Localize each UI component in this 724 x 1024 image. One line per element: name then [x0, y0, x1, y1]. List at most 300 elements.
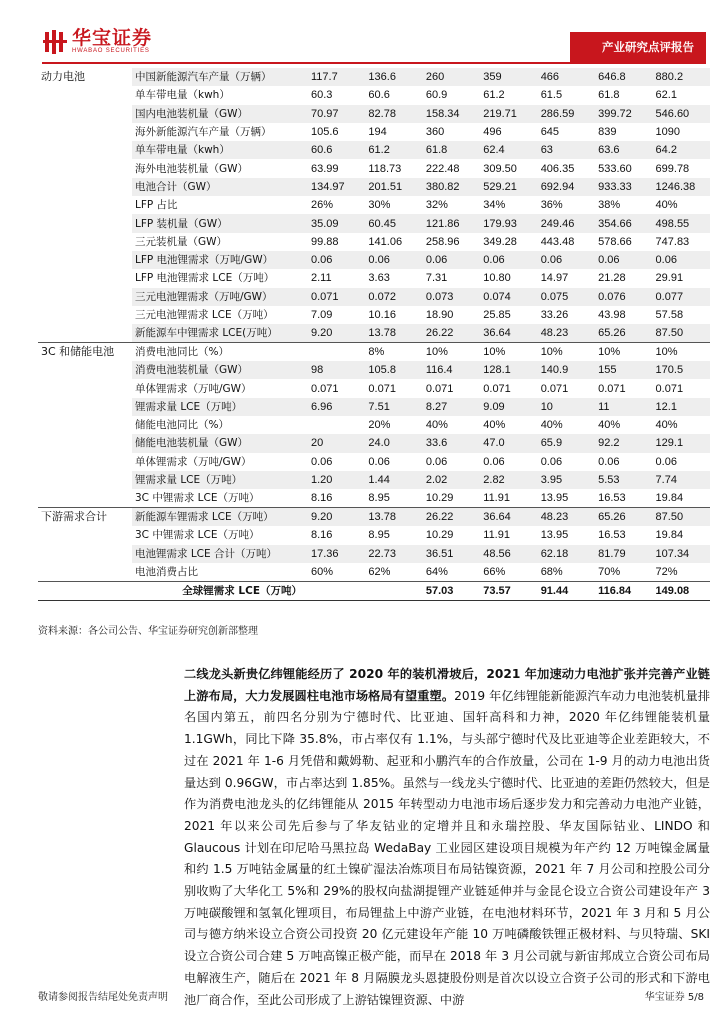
- table-cell: 19.84: [655, 492, 684, 505]
- table-cell: 13.78: [365, 508, 422, 527]
- row-indicator: LFP 占比: [135, 199, 178, 212]
- table-cell: 64%: [425, 565, 448, 578]
- table-cell: 70%: [598, 565, 621, 578]
- row-indicator: 海外电池装机量（GW）: [135, 162, 249, 175]
- table-cell: 354.66: [598, 217, 632, 230]
- table-cell: 0.071: [540, 382, 569, 395]
- table-cell: 62.18: [540, 547, 569, 560]
- table-cell: 10%: [423, 343, 480, 362]
- table-cell: 117.7: [311, 71, 338, 84]
- table-cell: 99.88: [311, 235, 339, 248]
- table-row: [38, 251, 710, 269]
- row-indicator: LFP 电池锂需求 LCE（万吨）: [135, 272, 275, 285]
- row-indicator: 电池合计（GW）: [135, 180, 217, 193]
- header-divider: [42, 62, 706, 64]
- table-cell: 65.26: [598, 327, 626, 340]
- table-cell: 62%: [368, 565, 391, 578]
- table-cell: 129.1: [655, 437, 684, 450]
- row-indicator: 三元装机量（GW）: [135, 235, 228, 248]
- table-cell: 7.31: [425, 272, 448, 285]
- table-cell: 62.4: [483, 144, 505, 157]
- table-cell: 10.29: [425, 492, 454, 505]
- table-row: [38, 508, 710, 527]
- row-category: 3C 和储能电池: [38, 343, 132, 362]
- table-cell: 578.66: [598, 235, 632, 248]
- table-cell: 699.78: [655, 162, 690, 175]
- total-label: 全球锂需求 LCE（万吨）: [38, 581, 308, 600]
- table-cell: 9.20: [308, 508, 365, 527]
- row-indicator: 国内电池装机量（GW）: [135, 107, 249, 120]
- table-cell: 26.22: [425, 327, 454, 340]
- table-cell: 222.48: [425, 162, 460, 175]
- table-cell: 0.071: [598, 382, 626, 395]
- table-cell: 0.06: [425, 455, 448, 468]
- table-cell: 68%: [540, 565, 563, 578]
- table-row: [38, 288, 710, 306]
- table-cell: 258.96: [425, 235, 460, 248]
- row-category: [38, 306, 132, 324]
- row-category: [38, 379, 132, 397]
- table-cell: 839: [598, 126, 617, 139]
- table-cell: 8.16: [311, 492, 333, 505]
- table-cell: 0.074: [483, 290, 511, 303]
- footer-page-number: 华宝证券 5/8: [644, 992, 704, 1003]
- row-category: [38, 563, 132, 582]
- row-indicator: 储能电池装机量（GW）: [135, 437, 249, 450]
- table-cell: 399.72: [598, 107, 632, 120]
- table-cell: 92.2: [598, 437, 620, 450]
- table-cell: 16.53: [598, 492, 626, 505]
- table-cell: 64.2: [655, 144, 677, 157]
- logo-name-cn: 华宝证券: [72, 27, 153, 49]
- table-cell: 0.06: [483, 455, 505, 468]
- table-cell: 26%: [311, 199, 334, 212]
- table-cell: 443.48: [540, 235, 575, 248]
- table-cell: 11: [598, 400, 610, 413]
- table-cell: 18.90: [425, 309, 454, 321]
- table-cell: 0.06: [368, 455, 390, 468]
- table-cell: 194: [368, 126, 387, 139]
- table-cell: 19.84: [655, 529, 684, 542]
- table-cell: 48.23: [538, 508, 595, 527]
- row-category: [38, 434, 132, 452]
- table-cell: 48.56: [483, 547, 511, 560]
- table-row: [38, 105, 710, 123]
- table-cell: 260: [425, 71, 445, 84]
- table-cell: 40%: [598, 419, 621, 432]
- table-cell: 13.78: [368, 327, 396, 340]
- table-cell: 1.44: [368, 474, 390, 487]
- table-cell: 2.82: [483, 474, 505, 487]
- table-cell: 747.83: [655, 235, 690, 248]
- table-cell: 179.93: [483, 217, 517, 230]
- table-row: [38, 196, 710, 214]
- footer-disclaimer: 敬请参阅报告结尾处免责声明: [38, 992, 168, 1003]
- table-row: [38, 324, 710, 343]
- table-cell: 0.072: [368, 290, 396, 303]
- table-total-row: [38, 581, 710, 600]
- table-cell: 6.96: [311, 400, 333, 413]
- total-cell: [308, 581, 365, 600]
- table-cell: 61.8: [425, 144, 448, 157]
- row-category: [38, 545, 132, 563]
- table-cell: 645: [540, 126, 560, 139]
- row-indicator: 海外新能源汽车产量（万辆）: [135, 126, 272, 139]
- table-cell: 134.97: [311, 180, 345, 193]
- table-cell: 29.91: [655, 272, 684, 285]
- table-cell: 57.58: [655, 309, 684, 321]
- table-cell: 30%: [368, 199, 391, 212]
- table-cell: 170.5: [655, 364, 684, 377]
- table-cell: 40%: [655, 419, 678, 432]
- table-cell: 13.95: [540, 492, 569, 505]
- table-cell: 8.27: [425, 400, 448, 413]
- table-cell: 35.09: [311, 217, 339, 230]
- table-cell: 60.6: [311, 144, 333, 157]
- row-category: [38, 214, 132, 232]
- table-cell: 0.06: [598, 455, 620, 468]
- table-cell: 60.9: [425, 89, 448, 102]
- row-category: [38, 489, 132, 508]
- table-cell: 61.2: [368, 144, 390, 157]
- table-cell: 10%: [538, 343, 595, 362]
- logo-name-en: HWABAO SECURITIES: [72, 48, 150, 54]
- table-cell: 21.28: [598, 272, 626, 285]
- table-cell: 0.06: [655, 455, 677, 468]
- table-cell: 116.4: [425, 364, 453, 377]
- paragraph-lead: 二线龙头新贵亿纬锂能经历了 2020 年的装机滑坡后，2021 年加速动力电池扩张并完善产业链上游布局，大力发展圆柱电池市场格局有望重塑。: [184, 667, 710, 703]
- table-row: [38, 68, 710, 86]
- table-cell: 11.91: [483, 529, 510, 542]
- row-indicator: 3C 中锂需求 LCE（万吨）: [135, 529, 260, 542]
- table-cell: 1246.38: [655, 180, 696, 193]
- table-cell: 8.95: [368, 492, 390, 505]
- table-cell: 128.1: [483, 364, 511, 377]
- table-cell: 10.80: [483, 272, 511, 285]
- table-row: [38, 343, 710, 362]
- table-cell: 0.06: [425, 254, 448, 267]
- table-cell: 10%: [595, 343, 652, 362]
- table-cell: 0.06: [655, 254, 677, 267]
- table-cell: 60.6: [368, 89, 390, 102]
- table-cell: 201.51: [368, 180, 403, 193]
- table-cell: 98: [311, 364, 324, 377]
- row-category: [38, 526, 132, 544]
- table-cell: 533.60: [598, 162, 632, 175]
- table-cell: 546.60: [655, 107, 690, 120]
- table-cell: 22.73: [368, 547, 396, 560]
- table-cell: 406.35: [540, 162, 575, 175]
- total-cell: 73.57: [480, 581, 537, 600]
- row-category: [38, 251, 132, 269]
- row-category: [38, 471, 132, 489]
- table-row: [38, 178, 710, 196]
- table-cell: 10%: [653, 343, 710, 362]
- table-cell: 60%: [311, 565, 334, 578]
- table-cell: 72%: [655, 565, 678, 578]
- table-cell: 40%: [655, 199, 678, 212]
- table-cell: 10.16: [368, 309, 396, 321]
- table-row: [38, 398, 710, 416]
- table-cell: 880.2: [655, 71, 684, 84]
- table-cell: 0.073: [425, 290, 454, 303]
- table-cell: 48.23: [540, 327, 569, 340]
- total-cell: 149.08: [653, 581, 710, 600]
- table-cell: 7.74: [655, 474, 677, 487]
- table-cell: 10%: [480, 343, 537, 362]
- row-category: [38, 288, 132, 306]
- table-cell: 105.8: [368, 364, 396, 377]
- table-cell: 0.06: [311, 254, 333, 267]
- table-cell: 17.36: [311, 547, 339, 560]
- table-cell: 14.97: [540, 272, 569, 285]
- table-cell: 0.071: [483, 382, 511, 395]
- table-cell: 0.071: [311, 382, 339, 395]
- row-indicator: 电池锂需求 LCE 合计（万吨）: [135, 547, 277, 560]
- row-indicator: 电池消费占比: [135, 565, 198, 578]
- report-type-label: 产业研究点评报告: [602, 40, 694, 54]
- table-cell: 36.64: [483, 327, 511, 340]
- table-cell: 24.0: [368, 437, 390, 450]
- table-cell: 63.6: [598, 144, 620, 157]
- total-cell: 91.44: [538, 581, 595, 600]
- row-category: [38, 105, 132, 123]
- table-row: [38, 159, 710, 177]
- row-category: [38, 233, 132, 251]
- table-cell: 25.85: [483, 309, 511, 321]
- table-cell: 81.79: [598, 547, 626, 560]
- table-cell: 36%: [540, 199, 563, 212]
- table-cell: 61.2: [483, 89, 505, 102]
- table-cell: 466: [540, 71, 560, 84]
- table-cell: 20%: [368, 419, 391, 432]
- table-cell: 33.6: [425, 437, 448, 450]
- total-cell: [365, 581, 422, 600]
- table-cell: 13.95: [540, 529, 569, 542]
- table-cell: 121.86: [425, 217, 460, 230]
- table-cell: 43.98: [598, 309, 626, 321]
- table-cell: 63.99: [311, 162, 339, 175]
- logo-mark-icon: [42, 29, 68, 55]
- table-cell: 63: [540, 144, 553, 157]
- row-indicator: 新能源车锂需求 LCE（万吨）: [132, 508, 308, 527]
- table-cell: 9.09: [483, 400, 505, 413]
- table-cell: 646.8: [598, 71, 626, 84]
- row-indicator: 三元电池锂需求 LCE（万吨）: [135, 309, 274, 321]
- table-row: [38, 233, 710, 251]
- table-cell: 0.06: [368, 254, 390, 267]
- row-indicator: 新能源车中锂需求 LCE(万吨）: [135, 327, 278, 340]
- row-indicator: 锂需求量 LCE（万吨）: [135, 400, 243, 413]
- row-indicator: 中国新能源汽车产量（万辆）: [135, 71, 272, 84]
- table-cell: 16.53: [598, 529, 626, 542]
- table-row: [38, 379, 710, 397]
- table-cell: 496: [483, 126, 502, 139]
- table-cell: 34%: [483, 199, 506, 212]
- table-cell: 141.06: [368, 235, 403, 248]
- row-indicator: LFP 装机量（GW）: [135, 217, 228, 230]
- table-cell: 8%: [365, 343, 422, 362]
- table-row: [38, 86, 710, 104]
- table-cell: 87.50: [655, 327, 684, 340]
- table-row: [38, 489, 710, 508]
- table-cell: 107.34: [655, 547, 690, 560]
- row-category: [38, 324, 132, 343]
- table-cell: 20: [311, 437, 324, 450]
- row-indicator: 锂需求量 LCE（万吨）: [135, 474, 243, 487]
- table-cell: 36.51: [425, 547, 454, 560]
- row-category: [38, 178, 132, 196]
- row-indicator: 消费电池装机量（GW）: [135, 364, 249, 377]
- table-row: [38, 471, 710, 489]
- table-cell: 0.06: [311, 455, 333, 468]
- table-cell: 136.6: [368, 71, 396, 84]
- table-cell: 349.28: [483, 235, 517, 248]
- table-cell: 65.9: [540, 437, 563, 450]
- table-source-note: 资料来源：各公司公告、华宝证券研究创新部整理: [38, 626, 258, 637]
- row-category: [38, 123, 132, 141]
- table-row: [38, 563, 710, 582]
- table-cell: 0.06: [540, 254, 563, 267]
- table-cell: 359: [483, 71, 502, 84]
- table-cell: 0.071: [655, 382, 684, 395]
- table-cell: 7.09: [311, 309, 333, 321]
- table-cell: 47.0: [483, 437, 505, 450]
- table-cell: 380.82: [425, 180, 460, 193]
- table-row: [38, 123, 710, 141]
- row-indicator: 单车带电量（kwh）: [135, 89, 230, 102]
- table-cell: 1.20: [311, 474, 333, 487]
- table-cell: [308, 416, 365, 434]
- row-indicator: 单体锂需求（万吨/GW）: [135, 382, 252, 395]
- table-row: [38, 269, 710, 287]
- table-cell: 9.20: [311, 327, 333, 340]
- table-cell: 7.51: [368, 400, 390, 413]
- table-cell: 0.071: [368, 382, 396, 395]
- table-row: [38, 361, 710, 379]
- table-cell: 10.29: [425, 529, 454, 542]
- row-category: [38, 361, 132, 379]
- table-cell: 10: [540, 400, 553, 413]
- table-row: [38, 545, 710, 563]
- row-category: [38, 141, 132, 159]
- row-indicator: 消费电池同比（%）: [132, 343, 308, 362]
- row-indicator: 储能电池同比（%）: [135, 419, 229, 432]
- table-cell: 309.50: [483, 162, 517, 175]
- table-row: [38, 434, 710, 452]
- table-cell: 498.55: [655, 217, 690, 230]
- row-category: [38, 453, 132, 471]
- page-header: [42, 24, 706, 68]
- table-cell: 360: [425, 126, 445, 139]
- table-cell: 11.91: [483, 492, 510, 505]
- row-indicator: 单车带电量（kwh）: [135, 144, 230, 157]
- table-cell: 140.9: [540, 364, 569, 377]
- table-cell: 61.8: [598, 89, 620, 102]
- row-category: 动力电池: [38, 68, 132, 86]
- table-cell: 60.3: [311, 89, 333, 102]
- table-cell: 0.071: [425, 382, 454, 395]
- table-cell: 0.06: [598, 254, 620, 267]
- row-category: [38, 416, 132, 434]
- total-cell: 57.03: [423, 581, 480, 600]
- table-cell: 40%: [425, 419, 448, 432]
- table-cell: 5.53: [598, 474, 620, 487]
- lithium-demand-table: [38, 68, 710, 601]
- row-category: [38, 159, 132, 177]
- table-cell: 82.78: [368, 107, 396, 120]
- table-cell: 286.59: [540, 107, 575, 120]
- table-cell: 0.06: [540, 455, 563, 468]
- table-cell: 529.21: [483, 180, 517, 193]
- row-category: [38, 398, 132, 416]
- table-cell: 118.73: [368, 162, 402, 175]
- total-cell: 116.84: [595, 581, 652, 600]
- row-indicator: 单体锂需求（万吨/GW）: [135, 455, 252, 468]
- paragraph-body: 2019 年亿纬锂能新能源汽车动力电池装机量排名国内第五，前四名分别为宁德时代、比亚迪、国轩高科和力神，2020 年亿纬锂能装机量 1.1GWh，同比下降 35.8%，市占率仅有 1.1%，与头部宁德时代及比亚迪等企业差距较大，不过在 2021 年 1-6 月凭借和戴姆勒、起亚和小鹏汽车的合作放量，公司在 1-9 月的动力电池出货量达到 0.96GW，市占率达到 1.85%。虽然与一线龙头宁德时代、比亚迪的差距仍然较大，但是作为消费电池龙头的亿纬锂能从 2015 年转型动力电池市场后逐步发力和完善动力电池产业链，2021 年以来公司先后参与了华友钴业的定增并且和永瑞控股、华友国际钴业、LINDO 和 Glaucous 计划在印尼哈马黑拉岛 WedaBay 工业园区建设项目规模为年产约 12 万吨镍金属量和约 1.5 万吨钴金属量的红土镍矿湿法冶炼项目布局钴镍资源，2021 年 7 月公司和控股公司分别收购了大华化工 5%和 29%的股权向盐湖提锂产业链延伸并与金昆仑设立合资公司建设年产 3 万吨碳酸锂和氢氧化锂项目，布局锂盐上中游产业链，在电池材料环节，2021 年 3 月和 5 月公司与德方纳米设立合资公司投资 20 亿元建设年产能 10 万吨磷酸铁锂正极材料、与贝特瑞、SKI 设立合资公司合建 5 万吨高镍正极产能，而早在 2018 年 3 月公司就与新宙邦成立合资公司布局电解液生产，随后在 2021 年 8 月隔膜龙头恩捷股份则是首次以设立合资子公司的形式和下游电池厂商合作，至此公司形成了上游钴镍锂资源、中游: [184, 688, 711, 1007]
- table-row: [38, 526, 710, 544]
- table-row: [38, 141, 710, 159]
- table-cell: 26.22: [423, 508, 480, 527]
- row-category: [38, 269, 132, 287]
- table-cell: 933.33: [598, 180, 632, 193]
- table-cell: 0.071: [311, 290, 339, 303]
- table-cell: 8.16: [311, 529, 333, 542]
- table-cell: 61.5: [540, 89, 563, 102]
- table-cell: 0.077: [655, 290, 684, 303]
- table-cell: 40%: [483, 419, 506, 432]
- table-cell: 12.1: [655, 400, 677, 413]
- table-cell: 8.95: [368, 529, 390, 542]
- row-category: [38, 86, 132, 104]
- company-logo: [42, 28, 152, 55]
- table-cell: 158.34: [425, 107, 460, 120]
- table-row: [38, 453, 710, 471]
- row-category: [38, 196, 132, 214]
- table-cell: 3.95: [540, 474, 563, 487]
- table-cell: 219.71: [483, 107, 517, 120]
- table-cell: 32%: [425, 199, 448, 212]
- table-cell: 40%: [540, 419, 563, 432]
- table-cell: 2.11: [311, 272, 332, 285]
- table-cell: 3.63: [368, 272, 390, 285]
- table-cell: 65.26: [595, 508, 652, 527]
- table-cell: 0.06: [483, 254, 505, 267]
- table-cell: 66%: [483, 565, 506, 578]
- table-cell: 1090: [655, 126, 681, 139]
- table-cell: 0.075: [540, 290, 569, 303]
- analysis-paragraph: [184, 664, 710, 1011]
- table-cell: 36.64: [480, 508, 537, 527]
- table-cell: 155: [598, 364, 617, 377]
- table-cell: 2.02: [425, 474, 448, 487]
- row-indicator: 3C 中锂需求 LCE（万吨）: [135, 492, 260, 505]
- table-cell: 62.1: [655, 89, 677, 102]
- table-row: [38, 416, 710, 434]
- row-category: 下游需求合计: [38, 508, 132, 527]
- table-cell: 249.46: [540, 217, 575, 230]
- table-cell: 105.6: [311, 126, 339, 139]
- table-cell: 0.076: [598, 290, 626, 303]
- row-indicator: LFP 电池锂需求（万吨/GW）: [135, 254, 274, 267]
- table-cell: 33.26: [540, 309, 569, 321]
- table-row: [38, 214, 710, 232]
- table-cell: 87.50: [653, 508, 710, 527]
- table-row: [38, 306, 710, 324]
- table-cell: 60.45: [368, 217, 396, 230]
- table-cell: [308, 343, 365, 362]
- table-cell: 38%: [598, 199, 621, 212]
